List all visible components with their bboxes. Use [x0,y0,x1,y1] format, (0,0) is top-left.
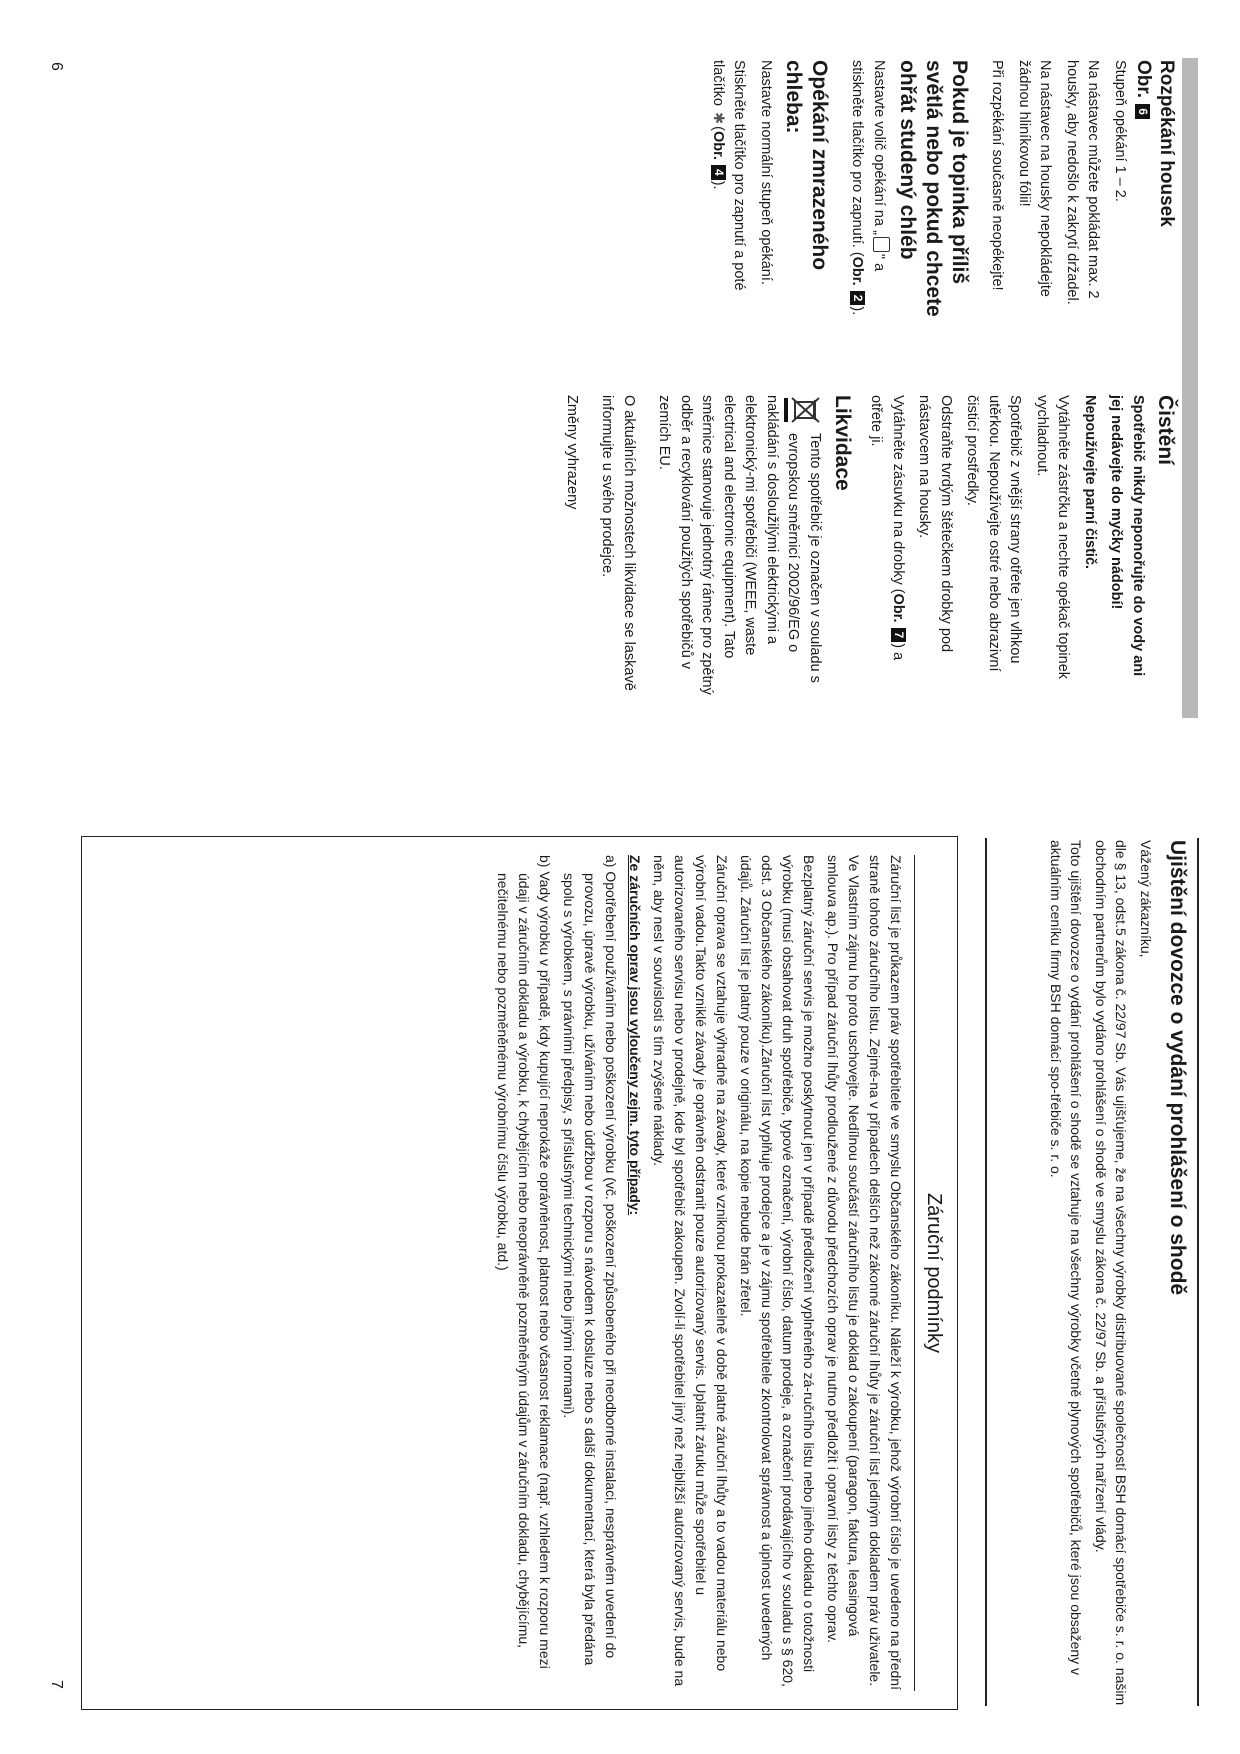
cisteni-heading: Čistění [1154,395,1177,466]
exclusions-heading: Ze záručních oprav jsou vyloučeny zejm. tyto případy: [627,855,643,1216]
rozpekani-text-2: Na nástavec můžete pokládat max. 2 housky, aby nedošlo k zakrytí držadel. [1064,60,1102,305]
cisteni-steam-warning: Nepoužívejte parní čistič. [1082,395,1098,570]
rozpekani-heading: Rozpékání housek Obr. 6 [1133,60,1177,227]
cisteni-text-6: Vytáhněte zásuvku na drobky (Obr. 7) a otřete ji. [868,395,906,661]
likvidace-text-1: Tento spotřebič je označen v souladu s evropskou směrnicí 2002/96/EG o nakládání s dosloužilými elektrickými a elektronický-mi spotřebiči (WEEE, waste electrical and electronic equipment). Tato směrnice stanovuje jednotný rámec pro zpětný odběr a recyklování použitých spotřebičů v zemích EU. [656,395,823,695]
zmrazeny-heading: Opékání zmrazeného chleba: [782,60,831,271]
svetla-heading: Pokud je topinka příliš světlá nebo pokud chcete ohřát studený chléb [896,60,971,317]
changes-reserved: Změny vyhrazeny [564,395,580,510]
warranty-text-2: Bezplatný záruční servis je možno poskytnout jen v případě předložení vyplněného zá-ručního listu nebo jiného dokladu o totožnosti výrobku (musí obsahovat druh spotřebiče, typové označení, výrobní číslo, datum prodeje, a označení prodávajícího v souladu s § 620, odst. 3 Občanského zákoníku).Záruční list vyplňuje prodejce a je v zájmu spotřebitele zkontrolovat správnost a úplnost uvedených údajů. Záruční list je platný pouze v originálu, na kopie nebude brán zřetel. [738,855,817,1687]
toaster-setting-icon [873,237,890,252]
import-text-2: dle § 13, odst.5 zákona č. 22/97 Sb. Vás ujišťujeme, že na všechny výrobky distribuované společností BSH domácí spotřebiče s. r. o. našim obchodním partnerům bylo vydáno prohlášení o shodě ve smyslu zákona č. 22/97 Sb. a příslušných nařízení vlády. [1093,840,1129,1706]
figure-badge: 6 [1135,104,1150,119]
figure-badge: 7 [891,628,906,643]
import-text-3: Toto ujištění dovozce o vydání prohlášení o shodě se vztahuje na všechny výrobky včetně plynových spotřebičů, které jsou obsaženy v aktuálním ceníku firmy BSH domácí spo-třebiče s. r. o. [1048,840,1084,1676]
snowflake-icon: ✱ [710,111,726,125]
cisteni-text-4: Spotřebič z vnější strany otřete jen vlhkou utěrkou. Nepoužívejte ostré nebo abrazivní čisticí prostředky. [964,395,1024,672]
crossed-bin-icon [783,395,823,425]
top-rule [1197,838,1199,1706]
divider-rule [985,838,987,1706]
warranty-text-3: Záruční oprava se vztahuje výhradně na závady, které vzniknou prokazatelně v době platné záruční lhůty a to vadou materiálu nebo výrobní vadou.Takto vzniklé závady je oprávněn odstranit pouze autorizovaný servis. Uplatnit záruku může spotřebitel u autorizovaného servisu nebo v prodejně, kde byl spotřebič zakoupen. Zvolí-li spotřebitel jiný než nejbližší autorizovaný servis, bude na něm, aby nesl v souvislosti s tím zvýšené náklady. [651,855,730,1687]
figure-badge: 4 [711,165,726,180]
warranty-title: Záruční podmínky [923,1192,945,1354]
rozpekani-text-4: Při rozpékání současně neopékejte! [989,60,1006,291]
rozpekani-text-1: Stupeň opékání 1 – 2. [1112,60,1128,202]
exclusion-b: b) Vady výrobku v případě, kdy kupující neprokáže oprávněnost, platnost nebo včasnost reklamace (např. vzhledem k rozporu mezi údaji v záručním dokladu a výrobku, k chybějícím nebo neoprávněně pozměněným údajům v záručním dokladu, chybějícímu, nečitelnému nebo pozměněnému výrobnímu číslu výrobku, atd.) [495,855,553,1669]
cisteni-text-5: Odstraňte tvrdým štětečkem drobky pod nástavcem na housky. [916,395,954,653]
zmrazeny-text-1: Nastavte normální stupeň opékání. [758,60,774,285]
svetla-text: Nastavte volič opékání na „" a stiskněte tlačítko pro zapnutí. (Obr. 2). [846,60,890,330]
left-column-1 [702,60,1179,330]
left-column-2 [556,395,1179,695]
warranty-text-1: Záruční list je průkazem práv spotřebitele ve smyslu Občanského zákoníku. Náleží k výrobku, jehož výrobní číslo je uvedeno na přední straně tohoto záručního listu. Zejmé-na v případech delších než zákonné záruční lhůty je záruční list jediným dokladem práv uživatele. Ve Vlastním zájmu ho proto uschovejte. Nedílnou součástí záručního listu je doklad o zakoupení (paragon, faktura, leasingová smlouva ap.). Pro případ záruční lhůty prodloužené z důvodu předchozích oprav je nutno předložit i opravní listy z těchto oprav. [825,855,904,1690]
exclusion-a: a) Opotřebení používáním nebo poškození výrobku (vč. poškození způsobeného při neodborné instalaci, nesprávném uvedení do provozu, úpravě výrobku, užíváním nebo údržbou v rozporu s návodem k obsluze nebo s další dokumentací, která byla předána spolu s výrobkem, s právními předpisy, s příslušnými technickými nebo jinými normami). [561,855,619,1666]
warranty-content [492,837,906,1709]
top-gray-bar [1182,58,1198,718]
import-declaration-title: Ujištění dovozce o vydání prohlášení o shodě [1166,840,1189,1296]
right-page-number: 7 [48,1680,65,1689]
import-declaration [1041,840,1190,1706]
likvidace-heading: Likvidace [831,395,854,491]
warranty-box [81,836,958,1710]
rozpekani-text-3: Na nástavec na housky nepokládejte žádnou hliníkovou fólii! [1016,60,1054,297]
left-page-number: 6 [48,62,65,71]
figure-badge: 2 [851,291,866,306]
zmrazeny-text-2: Stiskněte tlačítko pro zapnutí a poté tlačítko ✱(Obr. 4). [710,60,748,291]
likvidace-text-2: O aktuálních možnostech likvidace se laskavě informujte u svého prodejce. [599,395,637,691]
import-text-1: Vážený zákazníku, [1138,840,1154,958]
likvidace-block [653,395,825,695]
cisteni-warning: Spotřebič nikdy neponořujte do vody ani jej nedávejte do myčky nádobí! [1108,395,1146,677]
cisteni-text-3: Vytáhněte zástrčku a nechte opékač topinek vychladnout. [1034,395,1072,680]
warranty-title-rule [914,855,915,1691]
